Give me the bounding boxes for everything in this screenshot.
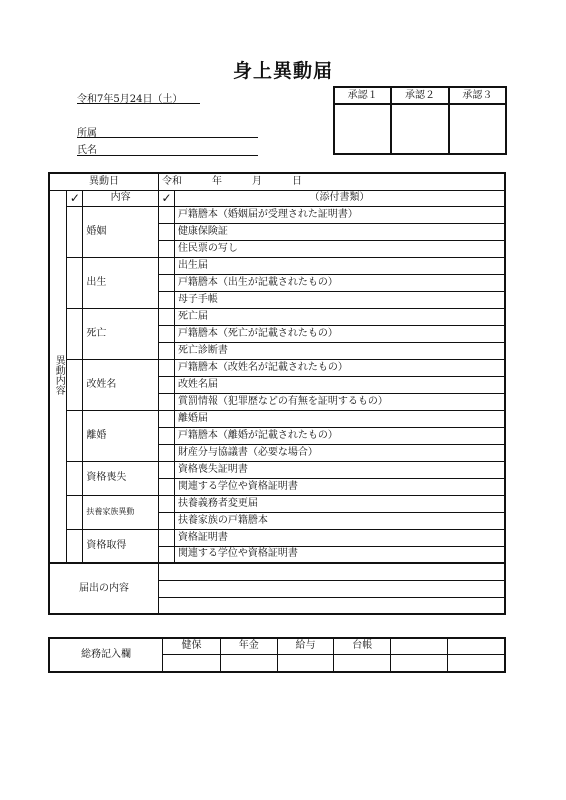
category-checkbox[interactable] bbox=[67, 495, 83, 529]
admin-col-header bbox=[447, 638, 505, 654]
category-checkbox[interactable] bbox=[67, 257, 83, 308]
doc-checkbox[interactable] bbox=[159, 529, 175, 546]
admin-col-header: 給与 bbox=[277, 638, 334, 654]
admin-col-header bbox=[391, 638, 448, 654]
admin-stamp-cell[interactable] bbox=[334, 654, 391, 672]
category-name: 婚姻 bbox=[83, 206, 159, 257]
admin-label: 総務記入欄 bbox=[49, 638, 163, 672]
doc-item: 戸籍謄本（離婚が記載されたもの） bbox=[174, 427, 505, 444]
doc-checkbox[interactable] bbox=[159, 223, 175, 240]
category-name: 資格取得 bbox=[83, 529, 159, 563]
doc-checkbox[interactable] bbox=[159, 444, 175, 461]
doc-item: 関連する学位や資格証明書 bbox=[174, 546, 505, 563]
category-name: 資格喪失 bbox=[83, 461, 159, 495]
doc-item: 扶養義務者変更届 bbox=[174, 495, 505, 512]
doc-item: 資格証明書 bbox=[174, 529, 505, 546]
category-checkbox[interactable] bbox=[67, 410, 83, 461]
doc-checkbox[interactable] bbox=[159, 546, 175, 563]
doc-item: 離婚届 bbox=[174, 410, 505, 427]
doc-checkbox[interactable] bbox=[159, 393, 175, 410]
category-checkbox[interactable] bbox=[67, 206, 83, 257]
admin-stamp-cell[interactable] bbox=[163, 654, 221, 672]
category-name: 死亡 bbox=[83, 308, 159, 359]
doc-checkbox[interactable] bbox=[159, 410, 175, 427]
doc-checkbox[interactable] bbox=[159, 325, 175, 342]
doc-item: 関連する学位や資格証明書 bbox=[174, 478, 505, 495]
department-field[interactable] bbox=[77, 124, 258, 138]
change-content-side-label: 異動内容 bbox=[49, 190, 67, 563]
doc-checkbox[interactable] bbox=[159, 478, 175, 495]
doc-item: 賞罰情報（犯罪歴などの有無を証明するもの） bbox=[174, 393, 505, 410]
doc-item: 戸籍謄本（出生が記載されたもの） bbox=[174, 274, 505, 291]
approval-header-3: 承認３ bbox=[449, 87, 506, 104]
approval-stamp-2[interactable] bbox=[391, 104, 448, 154]
doc-checkbox[interactable] bbox=[159, 240, 175, 257]
category-name: 扶養家族異動 bbox=[83, 495, 159, 529]
notice-content-label: 届出の内容 bbox=[49, 563, 159, 614]
doc-checkbox[interactable] bbox=[159, 257, 175, 274]
attachments-header: （添付書類） bbox=[174, 190, 505, 206]
approval-header-2: 承認２ bbox=[391, 87, 448, 104]
doc-item: 死亡診断書 bbox=[174, 342, 505, 359]
category-checkbox[interactable] bbox=[67, 308, 83, 359]
admin-stamp-cell[interactable] bbox=[220, 654, 277, 672]
category-name: 離婚 bbox=[83, 410, 159, 461]
doc-checkbox[interactable] bbox=[159, 495, 175, 512]
category-name: 出生 bbox=[83, 257, 159, 308]
approval-table bbox=[333, 86, 507, 155]
doc-item: 母子手帳 bbox=[174, 291, 505, 308]
notice-line[interactable] bbox=[159, 580, 505, 597]
notice-line[interactable] bbox=[159, 597, 505, 614]
category-checkbox[interactable] bbox=[67, 461, 83, 495]
approval-stamp-1[interactable] bbox=[334, 104, 391, 154]
doc-checkbox[interactable] bbox=[159, 274, 175, 291]
main-form-table bbox=[48, 172, 506, 615]
date-field[interactable] bbox=[77, 90, 200, 104]
check-header-1: ✓ bbox=[67, 190, 83, 206]
admin-col-header: 台帳 bbox=[334, 638, 391, 654]
doc-checkbox[interactable] bbox=[159, 308, 175, 325]
date-text: 令和7年5月24日（土） bbox=[77, 94, 183, 105]
admin-col-header: 健保 bbox=[163, 638, 221, 654]
admin-stamp-cell[interactable] bbox=[277, 654, 334, 672]
page-title: 身上異動届 bbox=[232, 60, 333, 82]
doc-checkbox[interactable] bbox=[159, 342, 175, 359]
doc-item: 改姓名届 bbox=[174, 376, 505, 393]
doc-item: 財産分与協議書（必要な場合） bbox=[174, 444, 505, 461]
doc-item: 戸籍謄本（改姓名が記載されたもの） bbox=[174, 359, 505, 376]
approval-stamp-3[interactable] bbox=[449, 104, 506, 154]
check-header-2: ✓ bbox=[159, 190, 175, 206]
doc-item: 戸籍謄本（死亡が記載されたもの） bbox=[174, 325, 505, 342]
doc-item: 資格喪失証明書 bbox=[174, 461, 505, 478]
doc-item: 戸籍謄本（婚姻届が受理された証明書） bbox=[174, 206, 505, 223]
doc-item: 健康保険証 bbox=[174, 223, 505, 240]
admin-col-header: 年金 bbox=[220, 638, 277, 654]
name-label: 氏名 bbox=[77, 145, 97, 156]
admin-stamp-cell[interactable] bbox=[391, 654, 448, 672]
doc-checkbox[interactable] bbox=[159, 512, 175, 529]
doc-item: 出生届 bbox=[174, 257, 505, 274]
doc-checkbox[interactable] bbox=[159, 359, 175, 376]
category-name: 改姓名 bbox=[83, 359, 159, 410]
doc-checkbox[interactable] bbox=[159, 291, 175, 308]
doc-item: 住民票の写し bbox=[174, 240, 505, 257]
doc-checkbox[interactable] bbox=[159, 376, 175, 393]
doc-checkbox[interactable] bbox=[159, 461, 175, 478]
doc-item: 扶養家族の戸籍謄本 bbox=[174, 512, 505, 529]
category-checkbox[interactable] bbox=[67, 359, 83, 410]
doc-item: 死亡届 bbox=[174, 308, 505, 325]
approval-header-1: 承認１ bbox=[334, 87, 391, 104]
admin-stamp-cell[interactable] bbox=[447, 654, 505, 672]
name-field[interactable] bbox=[77, 141, 258, 156]
notice-line[interactable] bbox=[159, 563, 505, 580]
doc-checkbox[interactable] bbox=[159, 427, 175, 444]
admin-table bbox=[48, 637, 506, 673]
content-header: 内容 bbox=[83, 190, 159, 206]
category-checkbox[interactable] bbox=[67, 529, 83, 563]
doc-checkbox[interactable] bbox=[159, 206, 175, 223]
change-date-label: 異動日 bbox=[49, 173, 159, 190]
department-label: 所属 bbox=[77, 128, 97, 139]
change-date-value[interactable]: 令和 年 月 日 bbox=[159, 173, 505, 190]
